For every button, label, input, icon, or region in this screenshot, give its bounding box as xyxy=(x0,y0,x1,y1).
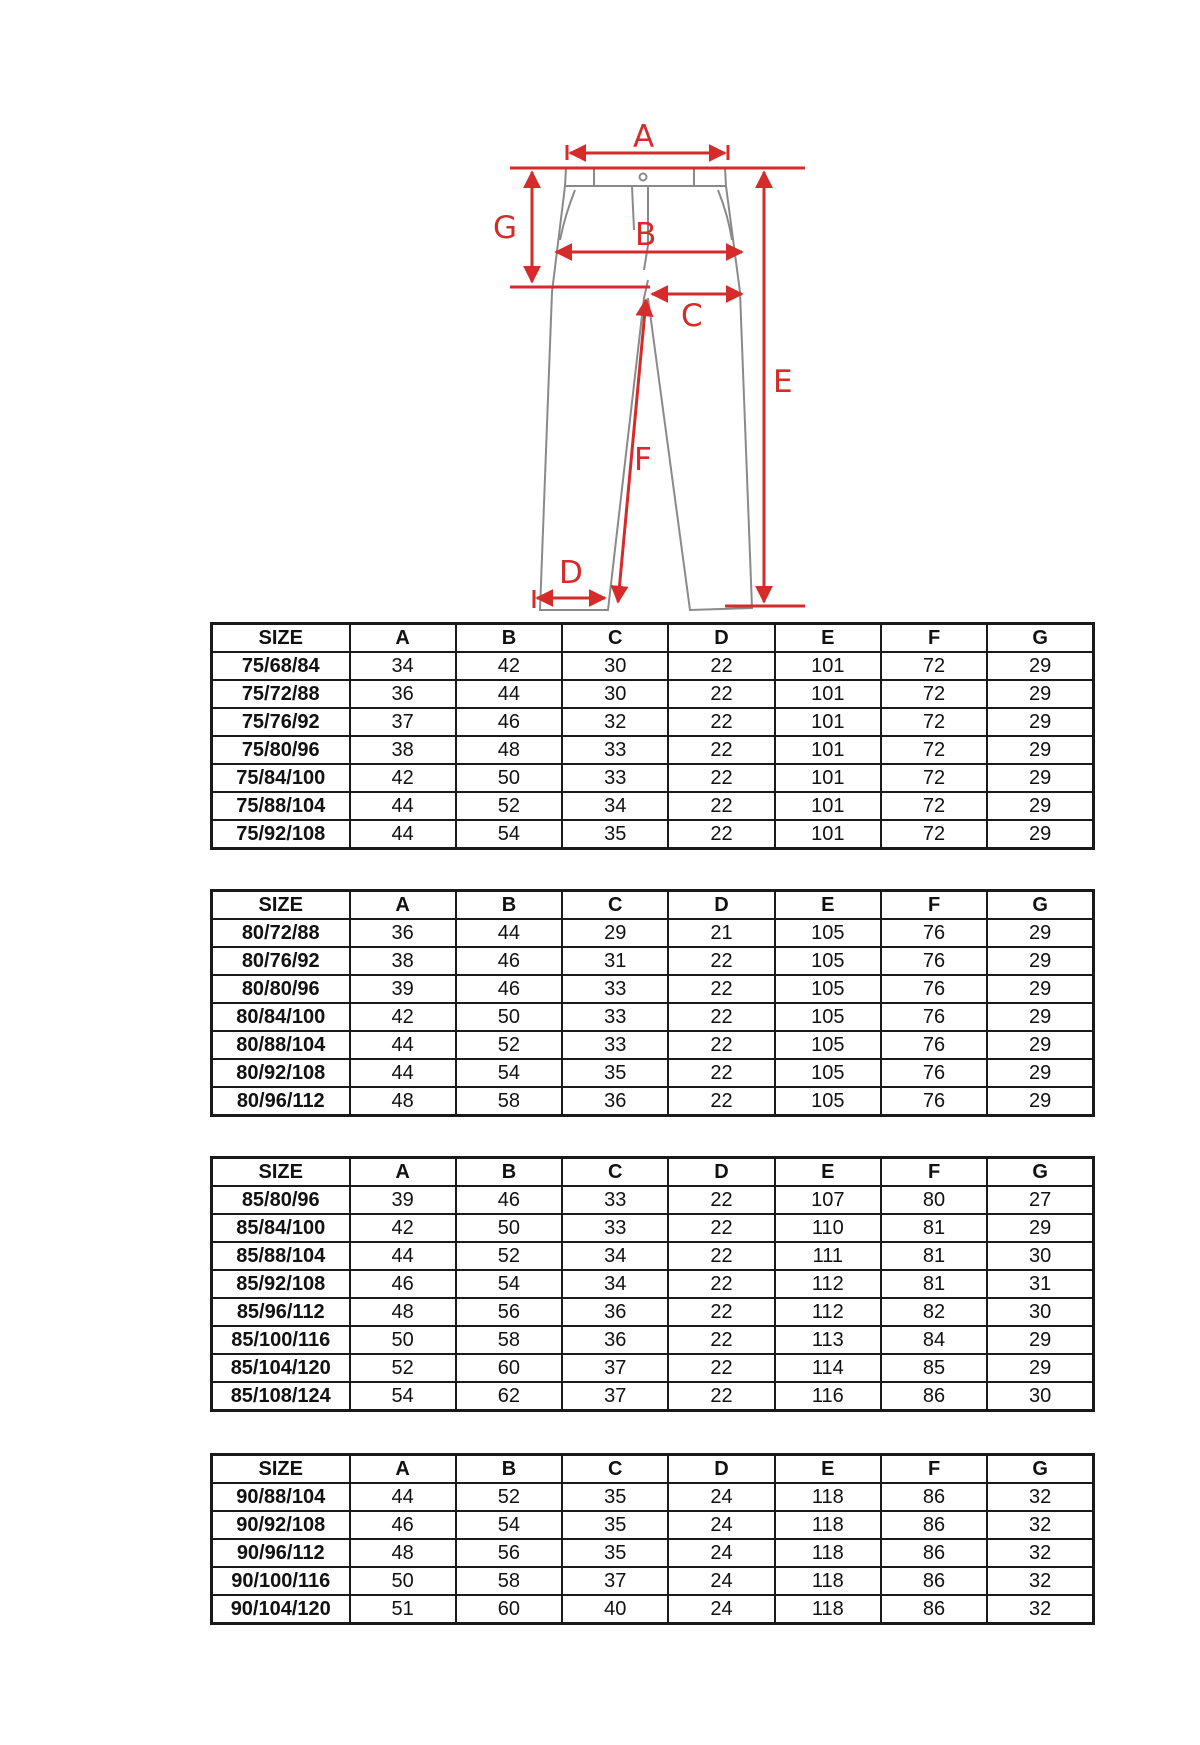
column-header: D xyxy=(668,1158,774,1187)
measurement-cell: 111 xyxy=(775,1242,881,1270)
measurement-cell: 44 xyxy=(456,680,562,708)
measurement-cell: 46 xyxy=(350,1511,456,1539)
measurement-cell: 72 xyxy=(881,792,987,820)
measurement-cell: 44 xyxy=(350,1031,456,1059)
column-header: SIZE xyxy=(212,624,350,653)
table-row xyxy=(212,1186,1094,1214)
measurement-cell: 56 xyxy=(456,1539,562,1567)
column-header: E xyxy=(775,624,881,653)
measurement-cell: 72 xyxy=(881,736,987,764)
measurement-cell: 29 xyxy=(987,975,1093,1003)
measurement-cell: 29 xyxy=(987,680,1093,708)
measurement-cell: 101 xyxy=(775,792,881,820)
measurement-cell: 32 xyxy=(987,1539,1093,1567)
measurement-cell: 48 xyxy=(350,1087,456,1116)
measurement-cell: 46 xyxy=(456,947,562,975)
measurement-cell: 118 xyxy=(775,1539,881,1567)
measurement-cell: 22 xyxy=(668,680,774,708)
column-header: SIZE xyxy=(212,1158,350,1187)
table-row xyxy=(212,919,1094,947)
column-header: B xyxy=(456,1455,562,1484)
size-cell: 75/84/100 xyxy=(212,764,350,792)
measurement-cell: 46 xyxy=(456,975,562,1003)
measurement-cell: 30 xyxy=(987,1242,1093,1270)
table-row xyxy=(212,1539,1094,1567)
table-row xyxy=(212,1031,1094,1059)
measurement-cell: 32 xyxy=(562,708,668,736)
size-cell: 85/84/100 xyxy=(212,1214,350,1242)
measurement-cell: 44 xyxy=(350,820,456,849)
measurement-cell: 29 xyxy=(987,820,1093,849)
column-header: A xyxy=(350,891,456,920)
measurement-cell: 58 xyxy=(456,1567,562,1595)
measurement-cell: 52 xyxy=(456,1242,562,1270)
measurement-cell: 37 xyxy=(562,1382,668,1411)
table-row xyxy=(212,736,1094,764)
size-cell: 75/92/108 xyxy=(212,820,350,849)
table-row xyxy=(212,1354,1094,1382)
measurement-cell: 22 xyxy=(668,1382,774,1411)
measurement-cell: 32 xyxy=(987,1483,1093,1511)
column-header: C xyxy=(562,624,668,653)
measurement-cell: 35 xyxy=(562,1539,668,1567)
measurement-cell: 60 xyxy=(456,1354,562,1382)
measurement-cell: 105 xyxy=(775,1059,881,1087)
size-cell: 90/100/116 xyxy=(212,1567,350,1595)
measurement-cell: 118 xyxy=(775,1595,881,1624)
measurement-cell: 44 xyxy=(350,1059,456,1087)
measurement-cell: 22 xyxy=(668,708,774,736)
size-cell: 85/100/116 xyxy=(212,1326,350,1354)
size-cell: 80/76/92 xyxy=(212,947,350,975)
size-cell: 85/108/124 xyxy=(212,1382,350,1411)
measurement-cell: 46 xyxy=(350,1270,456,1298)
table-header-row xyxy=(212,1455,1094,1484)
column-header: F xyxy=(881,624,987,653)
measurement-cell: 48 xyxy=(456,736,562,764)
measurement-cell: 50 xyxy=(456,764,562,792)
table-header-row xyxy=(212,624,1094,653)
measurement-cell: 113 xyxy=(775,1326,881,1354)
measurement-cell: 36 xyxy=(350,680,456,708)
size-cell: 85/96/112 xyxy=(212,1298,350,1326)
table-row xyxy=(212,708,1094,736)
measurement-cell: 42 xyxy=(350,1214,456,1242)
measurement-cell: 29 xyxy=(987,764,1093,792)
column-header: F xyxy=(881,1158,987,1187)
column-header: SIZE xyxy=(212,1455,350,1484)
measurement-cell: 34 xyxy=(562,1270,668,1298)
table-row xyxy=(212,947,1094,975)
measurement-cell: 33 xyxy=(562,975,668,1003)
table-row xyxy=(212,1326,1094,1354)
table-row xyxy=(212,1242,1094,1270)
measurement-cell: 33 xyxy=(562,1031,668,1059)
measurement-cell: 36 xyxy=(350,919,456,947)
column-header: G xyxy=(987,624,1093,653)
column-header: E xyxy=(775,1158,881,1187)
measurement-cell: 44 xyxy=(350,792,456,820)
size-cell: 75/76/92 xyxy=(212,708,350,736)
measurement-cell: 22 xyxy=(668,1242,774,1270)
measurement-cell: 32 xyxy=(987,1511,1093,1539)
measurement-cell: 50 xyxy=(350,1326,456,1354)
measurement-cell: 34 xyxy=(350,652,456,680)
measurement-cell: 31 xyxy=(987,1270,1093,1298)
measurement-cell: 29 xyxy=(562,919,668,947)
measurement-cell: 39 xyxy=(350,975,456,1003)
measurement-cell: 62 xyxy=(456,1382,562,1411)
measurement-cell: 56 xyxy=(456,1298,562,1326)
measurement-cell: 22 xyxy=(668,652,774,680)
measurement-cell: 24 xyxy=(668,1595,774,1624)
measurement-cell: 22 xyxy=(668,1059,774,1087)
measurement-cell: 32 xyxy=(987,1567,1093,1595)
label-d: D xyxy=(559,555,583,591)
size-cell: 80/80/96 xyxy=(212,975,350,1003)
measurement-cell: 72 xyxy=(881,764,987,792)
measurement-cell: 22 xyxy=(668,1087,774,1116)
measurement-cell: 24 xyxy=(668,1483,774,1511)
measurement-cell: 52 xyxy=(456,792,562,820)
measurement-cell: 22 xyxy=(668,1326,774,1354)
measurement-cell: 22 xyxy=(668,1354,774,1382)
measurement-cell: 48 xyxy=(350,1298,456,1326)
measurement-cell: 52 xyxy=(456,1483,562,1511)
measurement-cell: 29 xyxy=(987,1059,1093,1087)
measurement-cell: 29 xyxy=(987,1326,1093,1354)
table-row xyxy=(212,1003,1094,1031)
measurement-cell: 58 xyxy=(456,1326,562,1354)
measurement-cell: 37 xyxy=(562,1567,668,1595)
measurement-cell: 76 xyxy=(881,947,987,975)
measurement-cell: 29 xyxy=(987,947,1093,975)
size-cell: 75/88/104 xyxy=(212,792,350,820)
column-header: D xyxy=(668,891,774,920)
column-header: B xyxy=(456,1158,562,1187)
table-row xyxy=(212,1059,1094,1087)
measurement-cell: 86 xyxy=(881,1539,987,1567)
table-header-row xyxy=(212,891,1094,920)
dimension-lines xyxy=(510,145,805,608)
measurement-cell: 101 xyxy=(775,708,881,736)
size-cell: 75/68/84 xyxy=(212,652,350,680)
size-cell: 75/80/96 xyxy=(212,736,350,764)
measurement-cell: 76 xyxy=(881,1003,987,1031)
measurement-cell: 114 xyxy=(775,1354,881,1382)
measurement-cell: 112 xyxy=(775,1270,881,1298)
measurement-cell: 29 xyxy=(987,1214,1093,1242)
measurement-cell: 22 xyxy=(668,1298,774,1326)
measurement-cell: 39 xyxy=(350,1186,456,1214)
measurement-cell: 48 xyxy=(350,1539,456,1567)
size-table-85 xyxy=(210,1156,1095,1412)
measurement-cell: 37 xyxy=(562,1354,668,1382)
measurement-cell: 35 xyxy=(562,1483,668,1511)
size-cell: 90/92/108 xyxy=(212,1511,350,1539)
measurement-cell: 22 xyxy=(668,792,774,820)
table-row xyxy=(212,680,1094,708)
measurement-cell: 37 xyxy=(350,708,456,736)
measurement-cell: 54 xyxy=(456,1270,562,1298)
measurement-cell: 29 xyxy=(987,736,1093,764)
measurement-cell: 86 xyxy=(881,1567,987,1595)
measurement-cell: 27 xyxy=(987,1186,1093,1214)
measurement-cell: 105 xyxy=(775,1003,881,1031)
measurement-cell: 22 xyxy=(668,1031,774,1059)
table-row xyxy=(212,975,1094,1003)
measurement-cell: 76 xyxy=(881,1087,987,1116)
table-row xyxy=(212,764,1094,792)
measurement-cell: 22 xyxy=(668,1270,774,1298)
table-row xyxy=(212,1214,1094,1242)
measurement-cell: 30 xyxy=(987,1382,1093,1411)
measurement-cell: 33 xyxy=(562,764,668,792)
table-row xyxy=(212,792,1094,820)
measurement-cell: 42 xyxy=(350,764,456,792)
measurement-cell: 72 xyxy=(881,708,987,736)
measurement-cell: 29 xyxy=(987,1087,1093,1116)
measurement-cell: 34 xyxy=(562,1242,668,1270)
measurement-cell: 22 xyxy=(668,1186,774,1214)
size-table-75 xyxy=(210,622,1095,850)
table-row xyxy=(212,1595,1094,1624)
label-e: E xyxy=(773,364,793,400)
measurement-cell: 22 xyxy=(668,764,774,792)
measurement-cell: 51 xyxy=(350,1595,456,1624)
measurement-cell: 101 xyxy=(775,736,881,764)
measurement-cell: 31 xyxy=(562,947,668,975)
measurement-cell: 29 xyxy=(987,1031,1093,1059)
column-header: C xyxy=(562,1455,668,1484)
measurement-cell: 22 xyxy=(668,947,774,975)
size-cell: 85/104/120 xyxy=(212,1354,350,1382)
column-header: SIZE xyxy=(212,891,350,920)
measurement-cell: 60 xyxy=(456,1595,562,1624)
table-row xyxy=(212,1087,1094,1116)
size-cell: 80/96/112 xyxy=(212,1087,350,1116)
measurement-cell: 32 xyxy=(987,1595,1093,1624)
size-cell: 80/92/108 xyxy=(212,1059,350,1087)
size-cell: 80/72/88 xyxy=(212,919,350,947)
measurement-cell: 82 xyxy=(881,1298,987,1326)
measurement-cell: 86 xyxy=(881,1595,987,1624)
measurement-cell: 46 xyxy=(456,708,562,736)
measurement-cell: 22 xyxy=(668,1214,774,1242)
measurement-cell: 54 xyxy=(456,1511,562,1539)
measurement-cell: 50 xyxy=(456,1214,562,1242)
measurement-cell: 86 xyxy=(881,1382,987,1411)
measurement-cell: 33 xyxy=(562,736,668,764)
measurement-cell: 36 xyxy=(562,1087,668,1116)
column-header: A xyxy=(350,624,456,653)
measurement-cell: 58 xyxy=(456,1087,562,1116)
measurement-cell: 35 xyxy=(562,820,668,849)
measurement-cell: 35 xyxy=(562,1511,668,1539)
measurement-cell: 80 xyxy=(881,1186,987,1214)
measurement-cell: 42 xyxy=(456,652,562,680)
measurement-cell: 30 xyxy=(987,1298,1093,1326)
measurement-cell: 29 xyxy=(987,792,1093,820)
table-row xyxy=(212,1382,1094,1411)
measurement-cell: 29 xyxy=(987,919,1093,947)
table-row xyxy=(212,820,1094,849)
measurement-cell: 33 xyxy=(562,1214,668,1242)
label-c: C xyxy=(681,298,703,334)
measurement-cell: 29 xyxy=(987,1003,1093,1031)
column-header: C xyxy=(562,891,668,920)
measurement-cell: 36 xyxy=(562,1326,668,1354)
measurement-cell: 72 xyxy=(881,680,987,708)
measurement-cell: 101 xyxy=(775,764,881,792)
label-g: G xyxy=(493,210,518,246)
measurement-cell: 50 xyxy=(350,1567,456,1595)
size-cell: 85/92/108 xyxy=(212,1270,350,1298)
measurement-cell: 76 xyxy=(881,919,987,947)
measurement-cell: 54 xyxy=(350,1382,456,1411)
label-f: F xyxy=(634,442,652,478)
measurement-cell: 21 xyxy=(668,919,774,947)
table-row xyxy=(212,1567,1094,1595)
measurement-cell: 101 xyxy=(775,680,881,708)
column-header: G xyxy=(987,1158,1093,1187)
size-cell: 90/104/120 xyxy=(212,1595,350,1624)
measurement-cell: 24 xyxy=(668,1539,774,1567)
measurement-cell: 52 xyxy=(456,1031,562,1059)
measurement-cell: 46 xyxy=(456,1186,562,1214)
measurement-cell: 105 xyxy=(775,919,881,947)
measurement-cell: 116 xyxy=(775,1382,881,1411)
table-row xyxy=(212,1298,1094,1326)
measurement-cell: 40 xyxy=(562,1595,668,1624)
measurement-cell: 118 xyxy=(775,1511,881,1539)
size-cell: 85/88/104 xyxy=(212,1242,350,1270)
column-header: D xyxy=(668,624,774,653)
measurement-cell: 42 xyxy=(350,1003,456,1031)
measurement-cell: 29 xyxy=(987,708,1093,736)
measurement-cell: 50 xyxy=(456,1003,562,1031)
size-cell: 90/96/112 xyxy=(212,1539,350,1567)
column-header: A xyxy=(350,1455,456,1484)
label-b: B xyxy=(635,217,657,253)
measurement-cell: 22 xyxy=(668,975,774,1003)
column-header: B xyxy=(456,624,562,653)
measurement-cell: 44 xyxy=(456,919,562,947)
size-table-90 xyxy=(210,1453,1095,1625)
measurement-cell: 29 xyxy=(987,1354,1093,1382)
measurement-cell: 22 xyxy=(668,1003,774,1031)
column-header: F xyxy=(881,891,987,920)
size-cell: 85/80/96 xyxy=(212,1186,350,1214)
measurement-cell: 112 xyxy=(775,1298,881,1326)
measurement-cell: 52 xyxy=(350,1354,456,1382)
measurement-cell: 118 xyxy=(775,1483,881,1511)
column-header: F xyxy=(881,1455,987,1484)
measurement-cell: 86 xyxy=(881,1511,987,1539)
measurement-cell: 81 xyxy=(881,1214,987,1242)
measurement-cell: 105 xyxy=(775,947,881,975)
measurement-cell: 76 xyxy=(881,1031,987,1059)
column-header: E xyxy=(775,891,881,920)
measurement-cell: 22 xyxy=(668,820,774,849)
size-table-80 xyxy=(210,889,1095,1117)
pants-measurement-diagram xyxy=(0,0,1200,620)
measurement-cell: 22 xyxy=(668,736,774,764)
measurement-cell: 44 xyxy=(350,1242,456,1270)
size-cell: 80/88/104 xyxy=(212,1031,350,1059)
measurement-cell: 76 xyxy=(881,975,987,1003)
table-row xyxy=(212,1270,1094,1298)
measurement-cell: 24 xyxy=(668,1567,774,1595)
size-cell: 80/84/100 xyxy=(212,1003,350,1031)
measurement-cell: 24 xyxy=(668,1511,774,1539)
table-row xyxy=(212,1511,1094,1539)
measurement-cell: 118 xyxy=(775,1567,881,1595)
measurement-cell: 81 xyxy=(881,1270,987,1298)
measurement-cell: 38 xyxy=(350,947,456,975)
measurement-cell: 44 xyxy=(350,1483,456,1511)
measurement-cell: 86 xyxy=(881,1483,987,1511)
measurement-cell: 30 xyxy=(562,680,668,708)
column-header: G xyxy=(987,1455,1093,1484)
measurement-cell: 105 xyxy=(775,975,881,1003)
measurement-cell: 76 xyxy=(881,1059,987,1087)
measurement-cell: 105 xyxy=(775,1087,881,1116)
label-a: A xyxy=(633,119,655,155)
measurement-cell: 107 xyxy=(775,1186,881,1214)
table-header-row xyxy=(212,1158,1094,1187)
size-cell: 90/88/104 xyxy=(212,1483,350,1511)
measurement-cell: 84 xyxy=(881,1326,987,1354)
measurement-cell: 101 xyxy=(775,820,881,849)
measurement-cell: 30 xyxy=(562,652,668,680)
measurement-cell: 38 xyxy=(350,736,456,764)
column-header: A xyxy=(350,1158,456,1187)
column-header: B xyxy=(456,891,562,920)
measurement-cell: 81 xyxy=(881,1242,987,1270)
measurement-cell: 36 xyxy=(562,1298,668,1326)
measurement-cell: 72 xyxy=(881,652,987,680)
column-header: E xyxy=(775,1455,881,1484)
measurement-cell: 34 xyxy=(562,792,668,820)
column-header: C xyxy=(562,1158,668,1187)
table-row xyxy=(212,652,1094,680)
measurement-cell: 101 xyxy=(775,652,881,680)
measurement-cell: 29 xyxy=(987,652,1093,680)
table-row xyxy=(212,1483,1094,1511)
measurement-cell: 33 xyxy=(562,1186,668,1214)
column-header: G xyxy=(987,891,1093,920)
measurement-cell: 54 xyxy=(456,1059,562,1087)
measurement-cell: 33 xyxy=(562,1003,668,1031)
measurement-cell: 54 xyxy=(456,820,562,849)
measurement-cell: 105 xyxy=(775,1031,881,1059)
measurement-cell: 110 xyxy=(775,1214,881,1242)
column-header: D xyxy=(668,1455,774,1484)
measurement-cell: 85 xyxy=(881,1354,987,1382)
measurement-cell: 35 xyxy=(562,1059,668,1087)
measurement-cell: 72 xyxy=(881,820,987,849)
size-cell: 75/72/88 xyxy=(212,680,350,708)
